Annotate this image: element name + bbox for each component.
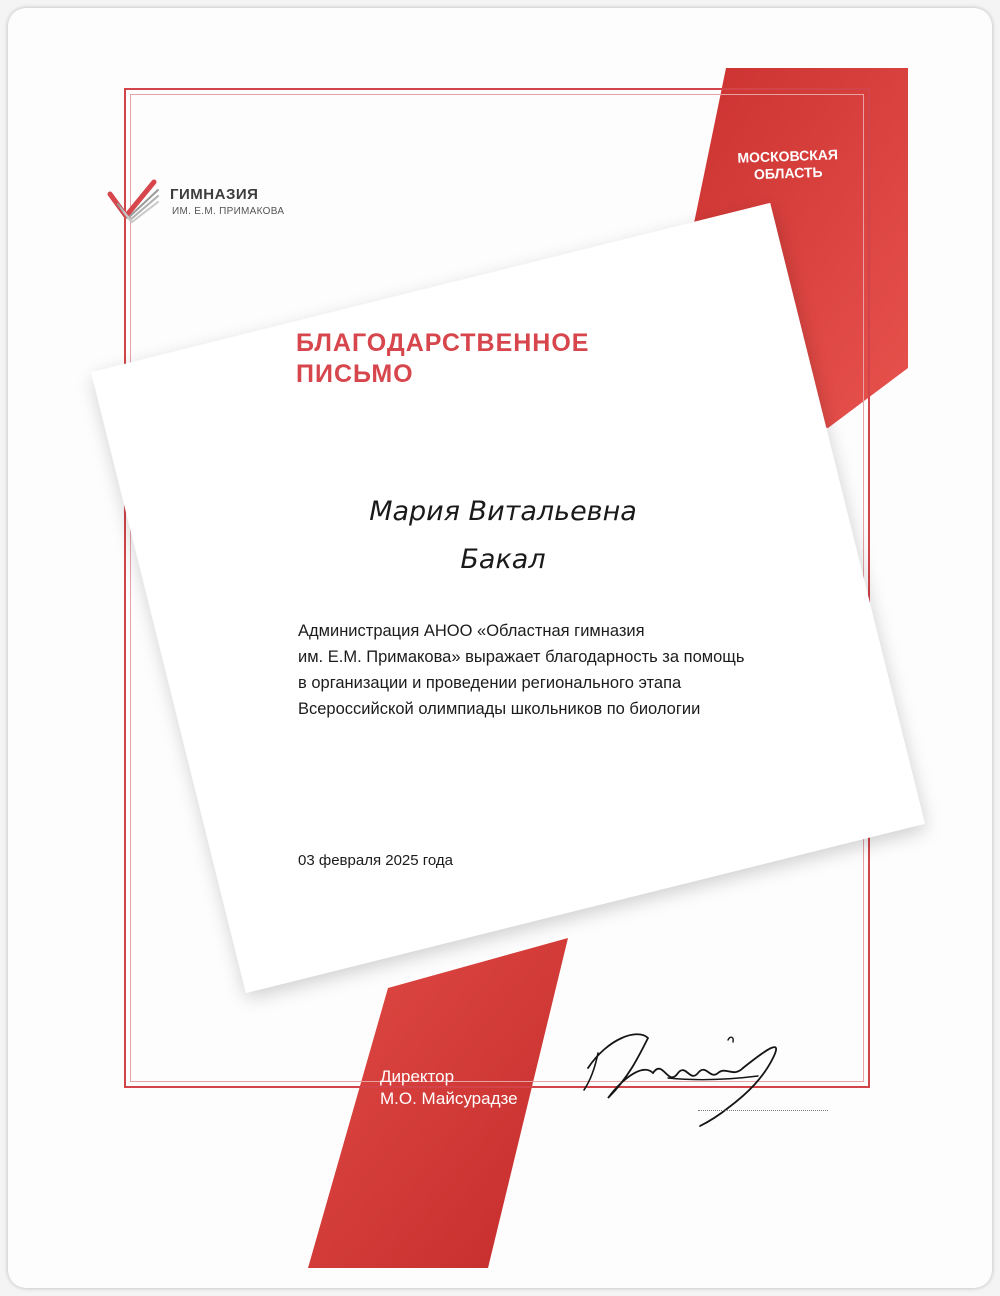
title-line-1: БЛАГОДАРСТВЕННОЕ — [296, 329, 590, 357]
body-line: в организации и проведении регионального этапа — [298, 674, 682, 692]
signature-line — [698, 1110, 828, 1111]
body-line: Администрация АНОО «Областная гимназия — [298, 622, 645, 640]
body-text — [298, 618, 858, 722]
logo-subtitle: ИМ. Е.М. ПРИМАКОВА — [172, 206, 285, 217]
region-line-1: МОСКОВСКАЯ — [737, 146, 839, 166]
region-line-2: ОБЛАСТЬ — [753, 163, 823, 183]
signatory-position: Директор — [380, 1067, 455, 1086]
body-line: Всероссийской олимпиады школьников по биологии — [298, 700, 701, 718]
title-line-2: ПИСЬМО — [296, 360, 414, 388]
issue-date: 03 февраля 2025 года — [298, 852, 454, 869]
handwritten-signature — [568, 1018, 808, 1128]
recipient-surname: Бакал — [460, 544, 546, 575]
logo-name: ГИМНАЗИЯ — [170, 186, 259, 203]
recipient-first-names: Мария Витальевна — [369, 496, 637, 527]
recipient-name — [298, 488, 708, 584]
signatory-block — [380, 1066, 518, 1110]
region-badge — [727, 146, 848, 184]
document-title — [296, 328, 589, 390]
signatory-name: М.О. Майсурадзе — [380, 1089, 518, 1108]
certificate-page — [8, 8, 992, 1288]
gymnasium-logo-icon — [104, 174, 160, 230]
body-line: им. Е.М. Примакова» выражает благодарность за помощь — [298, 648, 745, 666]
